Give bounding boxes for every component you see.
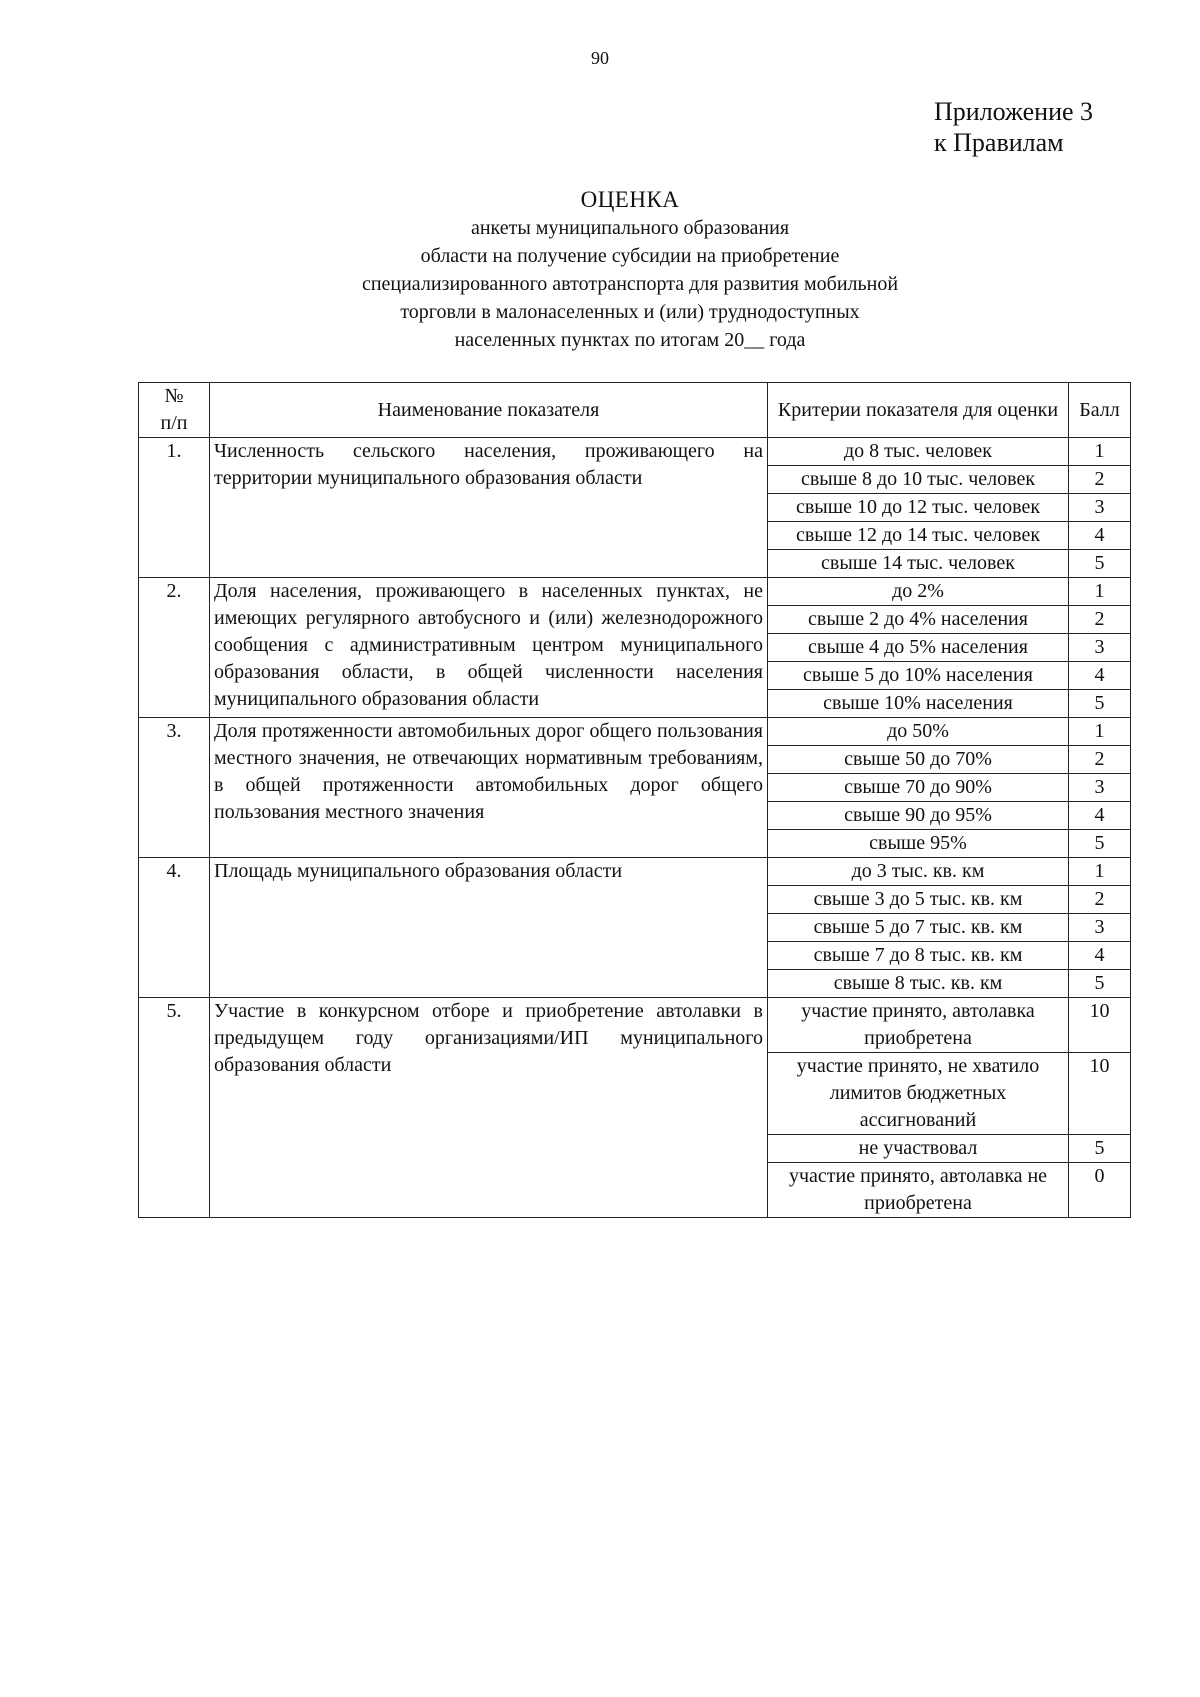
subtitle-line: специализированного автотранспорта для развития мобильной [361,273,899,295]
score: 5 [1069,830,1131,858]
criterion: свыше 7 до 8 тыс. кв. км [768,942,1069,970]
indicator-name: Доля населения, проживающего в населенных пунктах, не имеющих регулярного автобусного и (или) железнодорожного сообщения с административным центром муниципального образования области, в общей численности населения муниципального образования области [210,578,768,718]
table-row [139,998,1131,1053]
indicator-name: Площадь муниципального образования области [210,858,768,998]
header-criteria: Критерии показателя для оценки [768,383,1069,438]
criterion: свыше 10 до 12 тыс. человек [768,494,1069,522]
criterion: до 8 тыс. человек [768,438,1069,466]
score: 4 [1069,942,1131,970]
document-title-block [200,186,1060,354]
score: 1 [1069,718,1131,746]
subtitle-line: анкеты муниципального образования [470,217,790,239]
score: 4 [1069,802,1131,830]
indicator-name: Доля протяженности автомобильных дорог общего пользования местного значения, не отвечающих нормативным требованиям, в общей протяженности автомобильных дорог общего пользования местного значения [210,718,768,858]
criterion: свыше 5 до 7 тыс. кв. км [768,914,1069,942]
criterion: свыше 14 тыс. человек [768,550,1069,578]
criterion: свыше 2 до 4% населения [768,606,1069,634]
criterion: свыше 5 до 10% населения [768,662,1069,690]
row-number: 4. [139,858,210,998]
criterion: до 3 тыс. кв. км [768,858,1069,886]
score: 2 [1069,466,1131,494]
criterion: свыше 4 до 5% населения [768,634,1069,662]
criterion: до 2% [768,578,1069,606]
subtitle-line: области на получение субсидии на приобретение [420,245,840,267]
header-score: Балл [1069,383,1131,438]
score: 2 [1069,606,1131,634]
document-title: ОЦЕНКА [580,187,680,212]
table-row [139,578,1131,606]
score: 3 [1069,494,1131,522]
indicator-name: Участие в конкурсном отборе и приобретение автолавки в предыдущем году организациями/ИП муниципального образования области [210,998,768,1218]
criterion: участие принято, автолавка не приобретена [768,1163,1069,1218]
score: 5 [1069,550,1131,578]
row-number: 1. [139,438,210,578]
score: 4 [1069,662,1131,690]
score: 2 [1069,746,1131,774]
criterion: свыше 70 до 90% [768,774,1069,802]
criterion: участие принято, не хватило лимитов бюджетных ассигнований [768,1053,1069,1135]
row-number: 3. [139,718,210,858]
score: 5 [1069,1135,1131,1163]
row-number: 2. [139,578,210,718]
score: 10 [1069,1053,1131,1135]
page-number: 90 [591,48,609,68]
header-num-symbol: № [164,385,184,407]
score: 10 [1069,998,1131,1053]
score: 1 [1069,438,1131,466]
subtitle-line: населенных пунктах по итогам 20__ года [454,329,806,351]
table-header-row [139,383,1131,438]
score: 1 [1069,578,1131,606]
score: 2 [1069,886,1131,914]
header-name: Наименование показателя [210,383,768,438]
criteria-table [138,382,1131,1218]
score: 0 [1069,1163,1131,1218]
header-num-abbr: п/п [160,412,188,434]
score: 3 [1069,914,1131,942]
subtitle-line: торговли в малонаселенных и (или) труднодоступных [400,301,860,323]
criterion: свыше 95% [768,830,1069,858]
criterion: свыше 50 до 70% [768,746,1069,774]
table-row [139,858,1131,886]
score: 3 [1069,774,1131,802]
criterion: не участвовал [768,1135,1069,1163]
criterion: свыше 12 до 14 тыс. человек [768,522,1069,550]
criterion: участие принято, автолавка приобретена [768,998,1069,1053]
criterion: свыше 8 до 10 тыс. человек [768,466,1069,494]
appendix-line-1: Приложение 3 [934,97,1094,126]
criterion: свыше 3 до 5 тыс. кв. км [768,886,1069,914]
table-row [139,438,1131,466]
score: 3 [1069,634,1131,662]
appendix-line-2: к Правилам [934,128,1064,157]
criterion: свыше 90 до 95% [768,802,1069,830]
score: 5 [1069,690,1131,718]
table-row [139,718,1131,746]
appendix-label [934,96,1093,158]
criterion: свыше 10% населения [768,690,1069,718]
score: 5 [1069,970,1131,998]
score: 4 [1069,522,1131,550]
indicator-name: Численность сельского населения, проживающего на территории муниципального образования области [210,438,768,578]
row-number: 5. [139,998,210,1218]
criterion: свыше 8 тыс. кв. км [768,970,1069,998]
score: 1 [1069,858,1131,886]
criterion: до 50% [768,718,1069,746]
header-num [139,383,210,438]
